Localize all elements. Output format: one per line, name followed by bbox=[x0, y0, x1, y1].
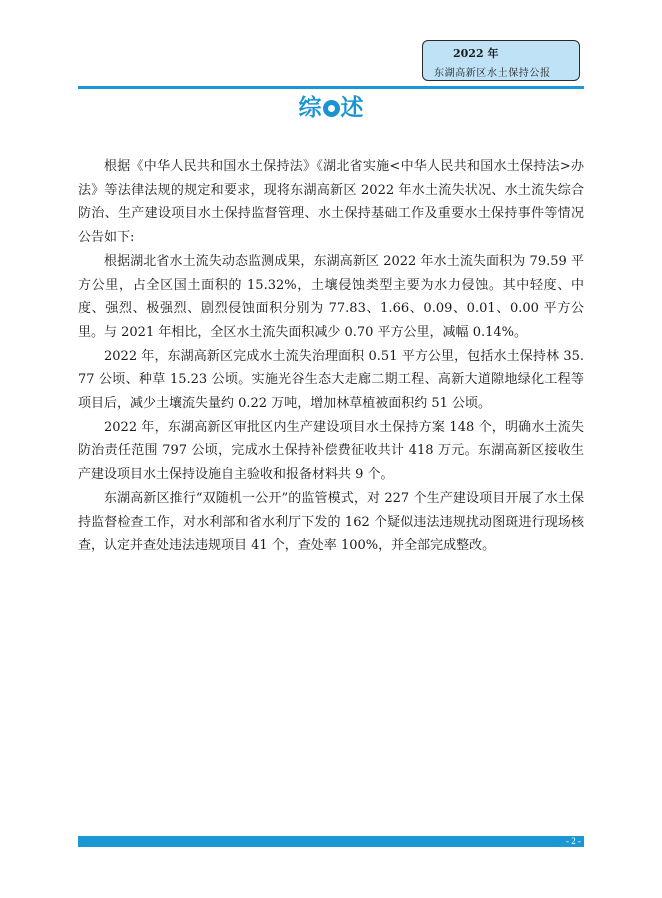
section-title-right-char: 述 bbox=[340, 94, 364, 121]
paragraph-project-approval: 2022 年，东湖高新区审批区内生产建设项目水土保持方案 148 个，明确水土流失防治责任范围 797 公顷，完成水土保持补偿费征收共计 418 万元。东湖高新区接收生产建设项目水土保持设施自主验收和报备材料共 9 个。 bbox=[78, 419, 584, 483]
paragraph-erosion-control: 2022 年，东湖高新区完成水土流失治理面积 0.51 平方公里，包括水土保持林 35.77 公顷、种草 15.23 公顷。实施光谷生态大走廊二期工程、高新大道隙地绿化工程等项目后，减少土壤流失量约 0.22 万吨，增加林草植被面积约 51 公顷。 bbox=[78, 348, 584, 412]
body-text bbox=[78, 155, 584, 558]
header-year: 2022 年 bbox=[453, 47, 499, 60]
section-title-left-char: 综 bbox=[298, 94, 322, 121]
header-box bbox=[422, 40, 580, 81]
section-title bbox=[0, 93, 662, 123]
header-divider bbox=[78, 86, 584, 89]
header-title: 东湖高新区水土保持公报 bbox=[434, 68, 551, 79]
paragraph-erosion-status: 根据湖北省水土流失动态监测成果，东湖高新区 2022 年水土流失面积为 79.59 平方公里，占全区国土面积的 15.32%，土壤侵蚀类型主要为水力侵蚀。其中轻度、中度、强烈、极强烈、剧烈侵蚀面积分别为 77.83、1.66、0.09、0.01、0.00 平方公里。与 2021 年相比，全区水土流失面积减少 0.70 平方公里，减幅 0.14%。 bbox=[78, 253, 584, 340]
title-bullet-icon bbox=[323, 100, 340, 117]
paragraph-intro: 根据《中华人民共和国水土保持法》《湖北省实施<中华人民共和国水土保持法>办法》等法律法规的规定和要求，现将东湖高新区 2022 年水土流失状况、水土流失综合防治、生产建设项目水土保持监督管理、水土保持基础工作及重要水土保持事件等情况公告如下: bbox=[78, 159, 584, 246]
footer-bar bbox=[78, 836, 584, 847]
paragraph-supervision: 东湖高新区推行“双随机一公开”的监管模式，对 227 个生产建设项目开展了水土保持监督检查工作，对水利部和省水利厅下发的 162 个疑似违法违规扰动图斑进行现场核查，认定并查处违法违规项目 41 个，查处率 100%，并全部完成整改。 bbox=[78, 490, 584, 554]
page-number: - 2 - bbox=[566, 836, 581, 846]
